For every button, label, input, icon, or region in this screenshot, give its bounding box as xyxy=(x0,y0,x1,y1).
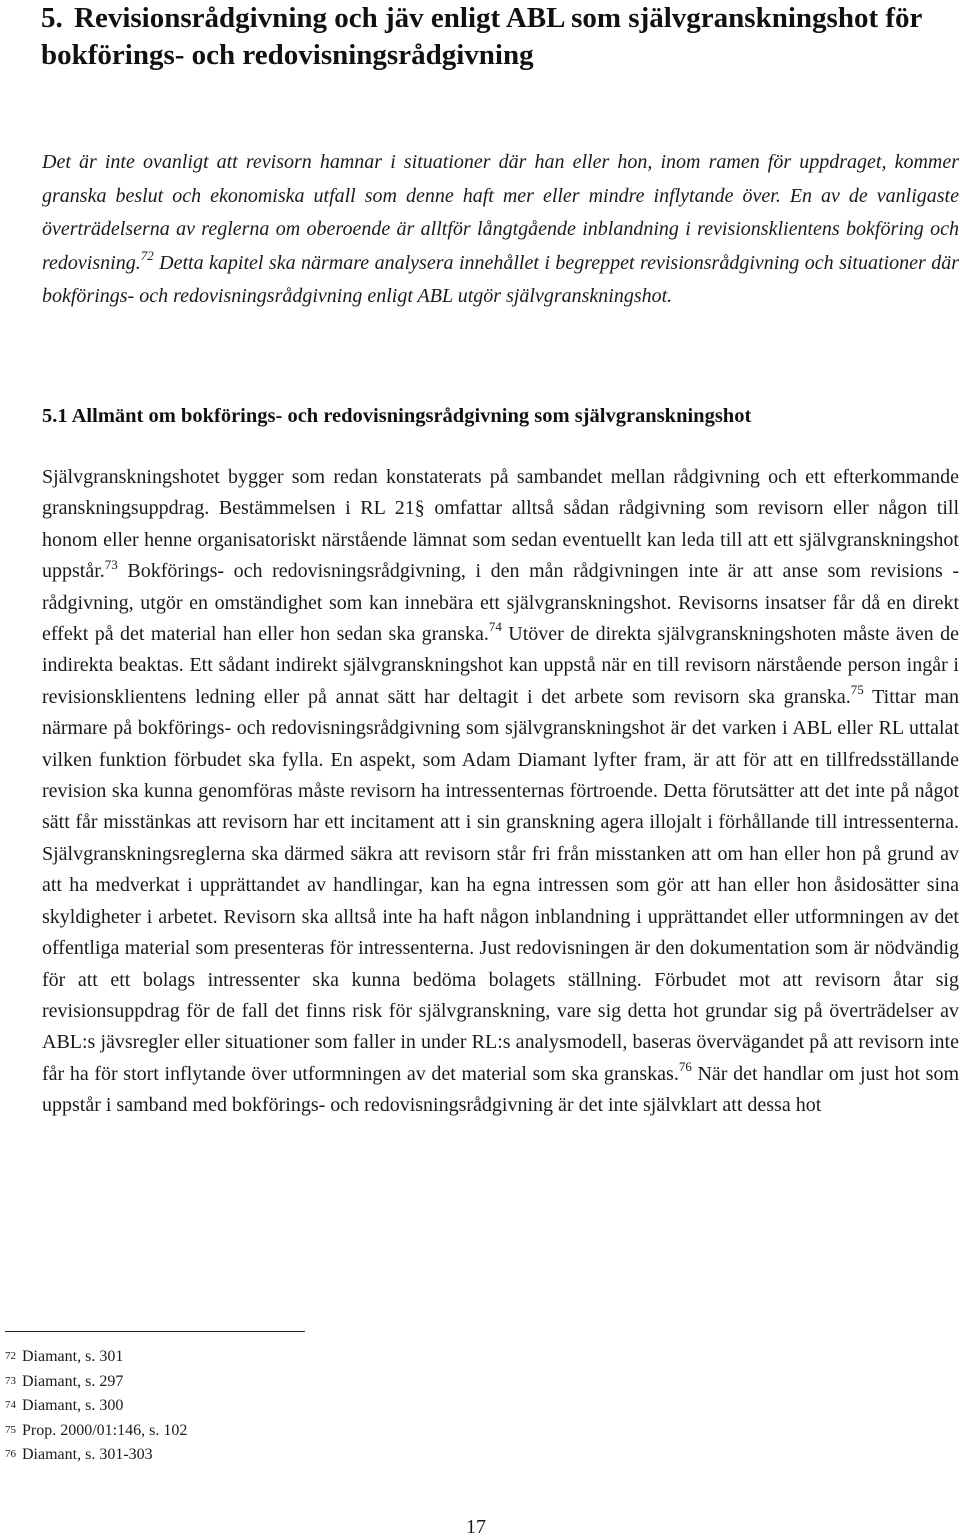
body-text-5: När det handlar om just hot som uppstår i samband med bokförings- och redovisningsrådgivning är det inte självklart att dessa hot xyxy=(42,1062,960,1117)
footnote-74 xyxy=(5,1394,405,1419)
footnote-ref-72[interactable]: 72 xyxy=(140,247,154,263)
footnotes xyxy=(5,1345,405,1468)
footnote-ref-73[interactable]: 73 xyxy=(104,556,118,572)
section-heading xyxy=(42,402,959,430)
footnote-76 xyxy=(5,1443,405,1468)
footnote-ref-74[interactable]: 74 xyxy=(488,619,502,635)
footnote-number: 72 xyxy=(5,1350,16,1362)
intro-text-2: Detta kapitel ska närmare analysera innehållet i begreppet revisionsrådgivning och situationer där bokförings- och redovisningsrådgivning enligt ABL utgör självgranskningshot. xyxy=(42,251,959,307)
body-text-4: Tittar man närmare på bokförings- och redovisningsrådgivning som självgranskningshot är det varken i ABL eller RL uttalat vilken funktion förbudet ska fylla. En aspekt, som Adam Diamant lyfter fram, är att för att en tillfredsställande revision ska kunna genomföras måste revisorn ha intressenternas förtroende. Detta förutsätter att det inte på något sätt får misstänkas att revisorn har ett incitament att i sin granskning agera illojalt i förhållande till intressenterna. Självgranskningsreglerna ska därmed säkra att revisorn står fri från misstanken att om han eller hon på grund av att ha medverkat i upprättandet av handlingar, kan ha egna intressen som gör att han eller hon åsidosätter sina skyldigheter i arbetet. Revisorn ska alltså inte ha haft någon inblandning i upprättandet eller utformningen av det offentliga material som presenteras för intressenterna. Just redovisningen är den dokumentation som är nödvändig för att ett bolags intressenter ska kunna bedöma bolagets ställning. Förbudet mot att revisorn åtar sig revisionsuppdrag för de fall det finns risk för självgranskning, vare sig detta hot grundar sig på överträdelser av ABL:s jävsregler eller situationer som faller in under RL:s analysmodell, baseras övervägandet på att revisorn inte får ha för stort inflytande över utformningen av det material som ska granskas. xyxy=(42,685,959,1085)
intro-text-1: Det är inte ovanligt att revisorn hamnar i situationer där han eller hon, inom ramen för uppdraget, kommer granska beslut och ekonomiska utfall som denne haft mer eller mindre inflytande över. En av de vanligaste överträdelserna av reglerna om oberoende är alltför långtgående inblandning i revisionsklientens bokföring och redovisning. xyxy=(42,151,959,274)
footnote-separator xyxy=(5,1331,305,1332)
page-number: 17 xyxy=(466,1516,486,1538)
footnote-75 xyxy=(5,1419,405,1444)
footnote-text: Prop. 2000/01:146, s. 102 xyxy=(22,1421,188,1439)
footnote-number: 75 xyxy=(5,1423,16,1436)
chapter-title: Revisionsrådgivning och jäv enligt ABL som självgranskningshot för bokförings- och redovisningsrådgivning xyxy=(41,2,922,71)
footnote-number: 73 xyxy=(5,1374,16,1387)
footnote-ref-76[interactable]: 76 xyxy=(678,1059,692,1075)
chapter-intro-paragraph xyxy=(42,146,959,314)
section-number: 5.1 xyxy=(42,405,68,427)
footnote-73 xyxy=(5,1370,405,1395)
footnote-text: Diamant, s. 297 xyxy=(22,1372,124,1390)
section-body-paragraph xyxy=(42,462,959,1122)
footnote-number: 76 xyxy=(5,1448,16,1460)
chapter-heading xyxy=(41,0,941,74)
chapter-number: 5. xyxy=(41,2,63,34)
section-title: Allmänt om bokförings- och redovisningsrådgivning som självgranskningshot xyxy=(71,405,752,427)
footnote-ref-75[interactable]: 75 xyxy=(850,682,864,698)
body-text-1: Självgranskningshotet bygger som redan konstaterats på sambandet mellan rådgivning och ett efterkommande granskningsuppdrag. Bestämmelsen i RL 21§ omfattar alltså sådan rådgivning som revisorn eller någon till honom eller henne organisatoriskt närstående lämnat som sedan eventuellt kan leda till att ett självgranskningshot uppstår. xyxy=(42,466,959,583)
body-text-2: Bokförings- och redovisningsrådgivning, i den mån rådgivningen inte är att anse som revisions - rådgivning, utgör en omständighet som kan innebära ett självgranskningshot. Revisorns insatser får då en direkt effekt på det material han eller hon sedan ska granska. xyxy=(42,560,959,646)
body-text-3: Utöver de direkta självgranskningshoten måste även de indirekta beaktas. Ett sådant indirekt självgranskningshot kan uppstå när en till revisorn närstående person ingår i revisionsklientens ledning eller på annat sätt har deltagit i det arbete som revisorn ska granska. xyxy=(42,623,959,708)
footnote-72 xyxy=(5,1345,405,1370)
footnote-number: 74 xyxy=(5,1399,16,1411)
footnote-text: Diamant, s. 300 xyxy=(22,1397,124,1414)
footnote-text: Diamant, s. 301 xyxy=(22,1348,124,1365)
footnote-text: Diamant, s. 301-303 xyxy=(22,1446,153,1463)
